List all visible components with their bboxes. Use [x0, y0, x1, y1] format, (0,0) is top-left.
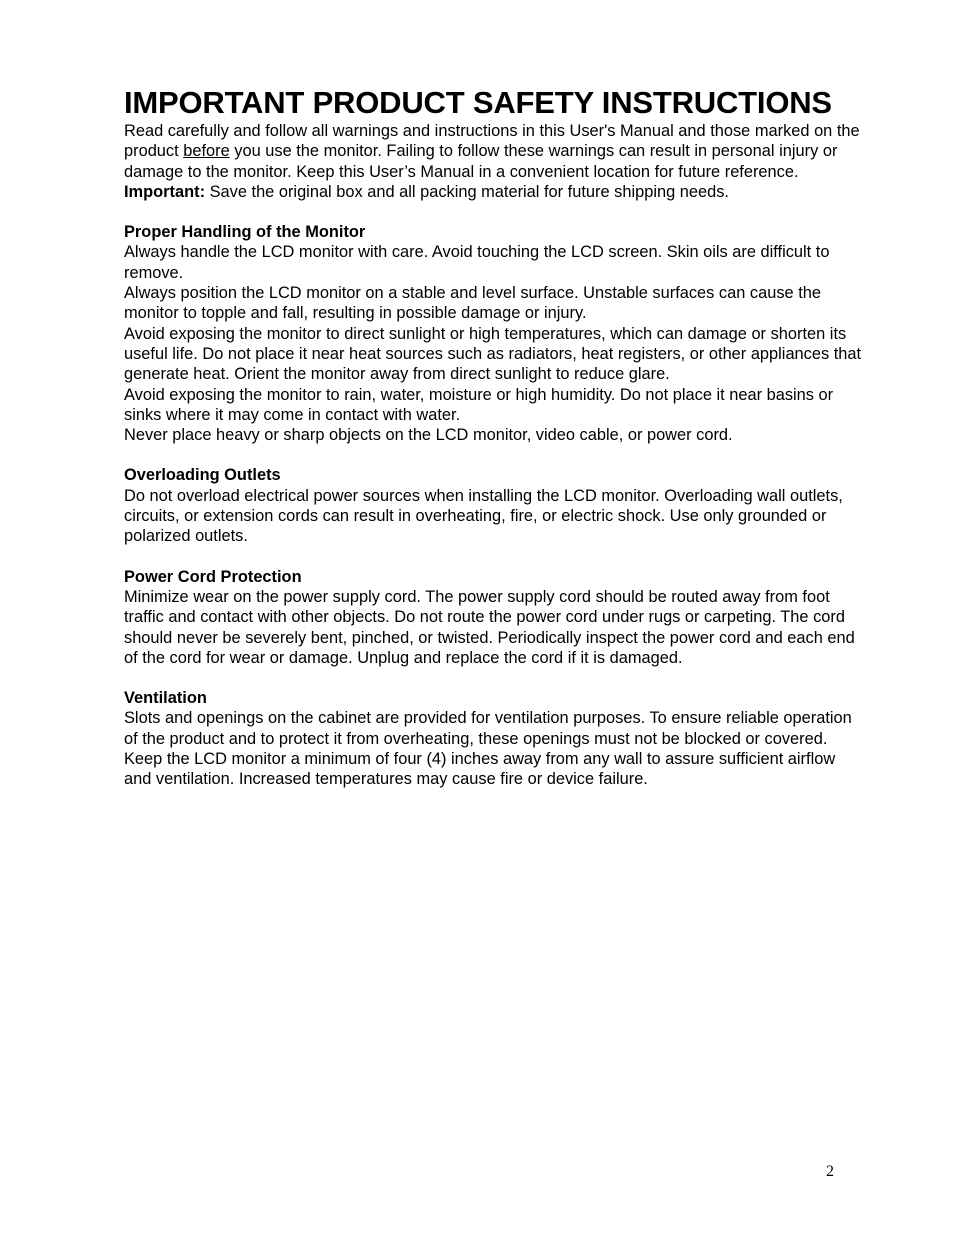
- section-heading: Proper Handling of the Monitor: [124, 223, 366, 242]
- section-paragraph: Avoid exposing the monitor to direct sunlight or high temperatures, which can damage or shorten its useful life. Do not place it near heat sources such as radiators, heat registers, or other appliances that generate heat. Orient the monitor away from direct sunlight to reduce glare.: [124, 324, 862, 384]
- intro-text-2: you use the monitor. Failing to follow these warnings can result in personal injury or damage to the monitor. Keep this User’s Manual in a convenient location for future reference.: [124, 142, 838, 181]
- section-heading: Overloading Outlets: [124, 466, 281, 485]
- section-ventilation: [124, 688, 864, 789]
- page-number: 2: [826, 1163, 834, 1180]
- intro-paragraph: [124, 121, 864, 202]
- section-proper-handling: [124, 222, 864, 445]
- section-overloading-outlets: [124, 465, 864, 546]
- important-label: Important:: [124, 182, 206, 201]
- section-heading: Power Cord Protection: [124, 567, 302, 586]
- section-paragraph: Minimize wear on the power supply cord. The power supply cord should be routed away from foot traffic and contact with other objects. Do not route the power cord under rugs or carpeting. The cord should never be severely bent, pinched, or twisted. Periodically inspect the power cord and each end of the cord for wear or damage. Unplug and replace the cord if it is damaged.: [124, 587, 855, 667]
- section-heading: Ventilation: [124, 689, 207, 708]
- page-title: IMPORTANT PRODUCT SAFETY INSTRUCTIONS: [124, 85, 832, 120]
- section-paragraph: Slots and openings on the cabinet are provided for ventilation purposes. To ensure reliable operation of the product and to protect it from overheating, these openings must not be blocked or covered. Keep the LCD monitor a minimum of four (4) inches away from any wall to assure sufficient airflow and ventilation. Increased temperatures may cause fire or device failure.: [124, 709, 852, 789]
- intro-underlined-word: before: [183, 142, 230, 161]
- section-paragraph: Avoid exposing the monitor to rain, water, moisture or high humidity. Do not place it near basins or sinks where it may come in contact with water.: [124, 385, 834, 424]
- intro-text-3: Save the original box and all packing material for future shipping needs.: [205, 182, 729, 201]
- section-power-cord-protection: [124, 567, 864, 668]
- section-paragraph: Always handle the LCD monitor with care. Avoid touching the LCD screen. Skin oils are difficult to remove.: [124, 243, 830, 282]
- section-paragraph: Never place heavy or sharp objects on the LCD monitor, video cable, or power cord.: [124, 426, 733, 445]
- intro-text-1: Read carefully and follow all warnings and instructions in this User's Manual and those marked on the product: [124, 122, 860, 161]
- section-paragraph: Always position the LCD monitor on a stable and level surface. Unstable surfaces can cause the monitor to topple and fall, resulting in possible damage or injury.: [124, 284, 821, 323]
- page-content: [124, 84, 864, 790]
- section-paragraph: Do not overload electrical power sources when installing the LCD monitor. Overloading wall outlets, circuits, or extension cords can result in overheating, fire, or electric shock. Use only grounded or polarized outlets.: [124, 486, 843, 546]
